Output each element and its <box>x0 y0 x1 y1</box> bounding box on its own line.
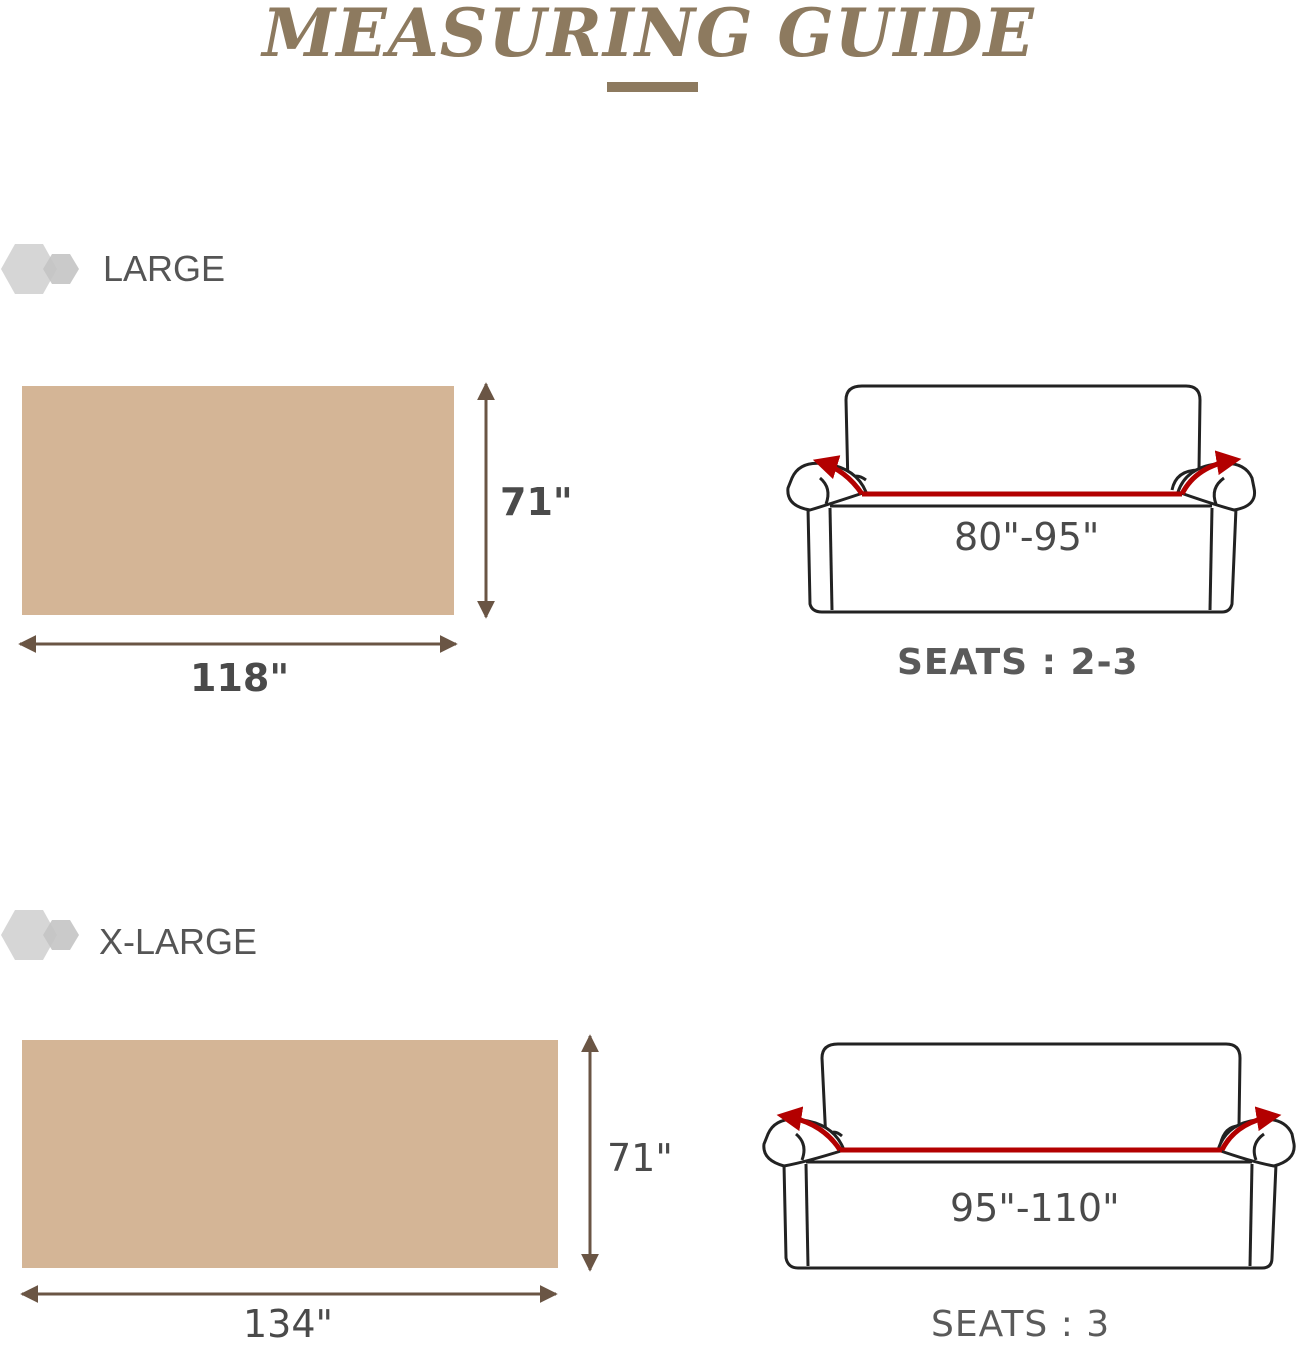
sofa-range-label-large: 80"-95" <box>954 515 1100 559</box>
sofa-range-label-xlarge: 95"-110" <box>950 1186 1120 1230</box>
page-title: MEASURING GUIDE <box>262 0 1035 72</box>
size-label-xlarge: X-LARGE <box>99 921 258 962</box>
sofa-icon <box>764 1044 1294 1268</box>
sofa-icon <box>788 386 1255 612</box>
fabric-length-label-xlarge: 134" <box>243 1302 334 1346</box>
fabric-width-label-xlarge: 71" <box>607 1136 673 1180</box>
fabric-length-label-large: 118" <box>190 656 290 700</box>
seats-label-xlarge: SEATS : 3 <box>931 1304 1111 1345</box>
fabric-width-label-large: 71" <box>500 480 573 524</box>
seats-label-large: SEATS : 2-3 <box>897 642 1139 683</box>
size-label-large: LARGE <box>103 248 226 289</box>
